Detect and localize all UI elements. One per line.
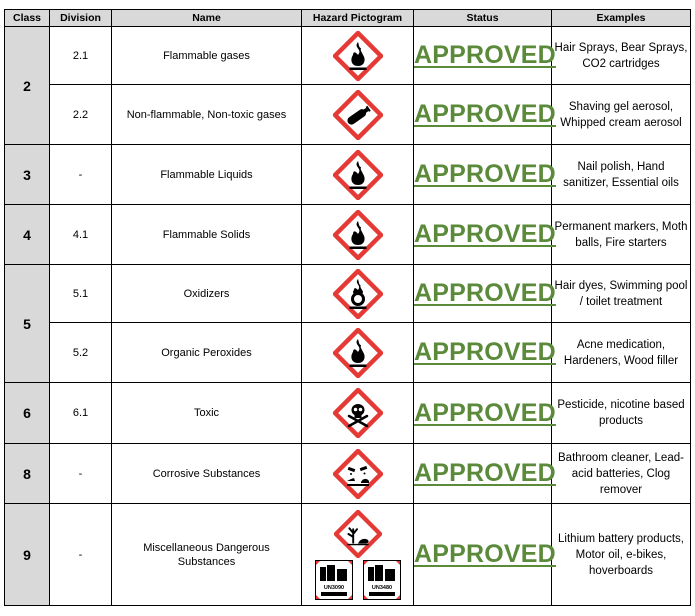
class-cell: 3 — [5, 145, 50, 205]
pictogram-cell — [302, 323, 414, 383]
name-cell: Corrosive Substances — [112, 444, 302, 504]
examples-cell: Lithium battery products, Motor oil, e-bikes, hoverboards — [552, 504, 691, 606]
division-cell: 6.1 — [50, 383, 112, 444]
class-cell: 4 — [5, 205, 50, 265]
header-row — [5, 10, 691, 27]
division-cell: - — [50, 444, 112, 504]
division-cell: - — [50, 504, 112, 606]
header-name: Name — [112, 10, 302, 27]
hazard-table — [4, 9, 691, 606]
flame-icon — [333, 150, 383, 200]
class-cell: 6 — [5, 383, 50, 444]
status-approved: APPROVED — [414, 220, 556, 248]
table-row — [5, 145, 691, 205]
battery-label-icon — [315, 560, 353, 600]
status-cell — [414, 323, 556, 383]
gas-cylinder-icon — [333, 90, 383, 140]
table-row — [5, 444, 691, 504]
status-approved: APPROVED — [414, 279, 556, 307]
pictogram-cell — [302, 85, 414, 145]
examples-cell: Hair dyes, Swimming pool / toilet treatment — [552, 265, 691, 323]
pictogram-cell — [302, 383, 414, 444]
corrosion-icon — [333, 449, 383, 499]
table-row — [5, 85, 691, 145]
pictogram-cell — [302, 504, 414, 606]
header-pictogram: Hazard Pictogram — [302, 10, 414, 27]
examples-cell: Shaving gel aerosol, Whipped cream aerosol — [552, 85, 691, 145]
skull-crossbones-icon — [333, 388, 383, 438]
header-division: Division — [50, 10, 112, 27]
battery-label-icon — [363, 560, 401, 600]
status-approved: APPROVED — [414, 459, 556, 487]
flame-icon — [333, 210, 383, 260]
status-cell — [414, 85, 556, 145]
class-cell: 2 — [5, 27, 50, 145]
name-cell: Flammable Solids — [112, 205, 302, 265]
flame-icon — [333, 31, 383, 81]
status-cell — [414, 444, 556, 504]
status-approved: APPROVED — [414, 338, 556, 366]
pictogram-cell — [302, 145, 414, 205]
status-approved: APPROVED — [414, 160, 556, 188]
status-cell — [414, 265, 556, 323]
class-cell: 9 — [5, 504, 50, 606]
name-cell: Flammable gases — [112, 27, 302, 85]
header-class: Class — [5, 10, 50, 27]
class-cell: 8 — [5, 444, 50, 504]
name-cell: Organic Peroxides — [112, 323, 302, 383]
battery-label-text: UN3090 — [323, 584, 344, 591]
division-cell: - — [50, 145, 112, 205]
status-approved: APPROVED — [414, 398, 556, 427]
environment-icon — [334, 510, 382, 558]
division-cell: 5.2 — [50, 323, 112, 383]
examples-cell: Acne medication, Hardeners, Wood filler — [552, 323, 691, 383]
examples-cell: Bathroom cleaner, Lead-acid batteries, Clog remover — [552, 444, 691, 504]
examples-cell: Permanent markers, Moth balls, Fire starters — [552, 205, 691, 265]
division-cell: 4.1 — [50, 205, 112, 265]
table-row — [5, 27, 691, 85]
name-cell: Flammable Liquids — [112, 145, 302, 205]
flame-icon — [333, 328, 383, 378]
header-status: Status — [414, 10, 552, 27]
status-cell — [414, 27, 556, 85]
table-row — [5, 504, 691, 606]
examples-cell: Hair Sprays, Bear Sprays, CO2 cartridges — [552, 27, 691, 85]
division-cell: 2.2 — [50, 85, 112, 145]
status-cell — [414, 383, 556, 444]
table-row — [5, 265, 691, 323]
hazard-table-wrapper — [4, 9, 691, 606]
name-cell: Non-flammable, Non-toxic gases — [112, 85, 302, 145]
status-cell — [414, 145, 556, 205]
table-row — [5, 205, 691, 265]
examples-cell: Pesticide, nicotine based products — [552, 383, 691, 444]
status-cell — [414, 205, 556, 265]
pictogram-cell — [302, 444, 414, 504]
pictogram-cell — [302, 205, 414, 265]
battery-labels — [302, 560, 413, 600]
name-cell: Toxic — [112, 383, 302, 444]
table-row — [5, 383, 691, 444]
name-cell: Miscellaneous Dangerous Substances — [112, 504, 302, 606]
table-row — [5, 323, 691, 383]
pictogram-cell — [302, 265, 414, 323]
flame-over-circle-icon — [333, 269, 383, 319]
status-approved: APPROVED — [414, 540, 556, 568]
division-cell: 2.1 — [50, 27, 112, 85]
header-examples: Examples — [552, 10, 691, 27]
pictogram-cell — [302, 27, 414, 85]
name-cell: Oxidizers — [112, 265, 302, 323]
status-approved: APPROVED — [414, 41, 556, 69]
battery-label-text: UN3480 — [371, 584, 392, 591]
division-cell: 5.1 — [50, 265, 112, 323]
status-approved: APPROVED — [414, 100, 556, 128]
examples-cell: Nail polish, Hand sanitizer, Essential oils — [552, 145, 691, 205]
status-cell — [414, 504, 556, 606]
class-cell: 5 — [5, 265, 50, 383]
